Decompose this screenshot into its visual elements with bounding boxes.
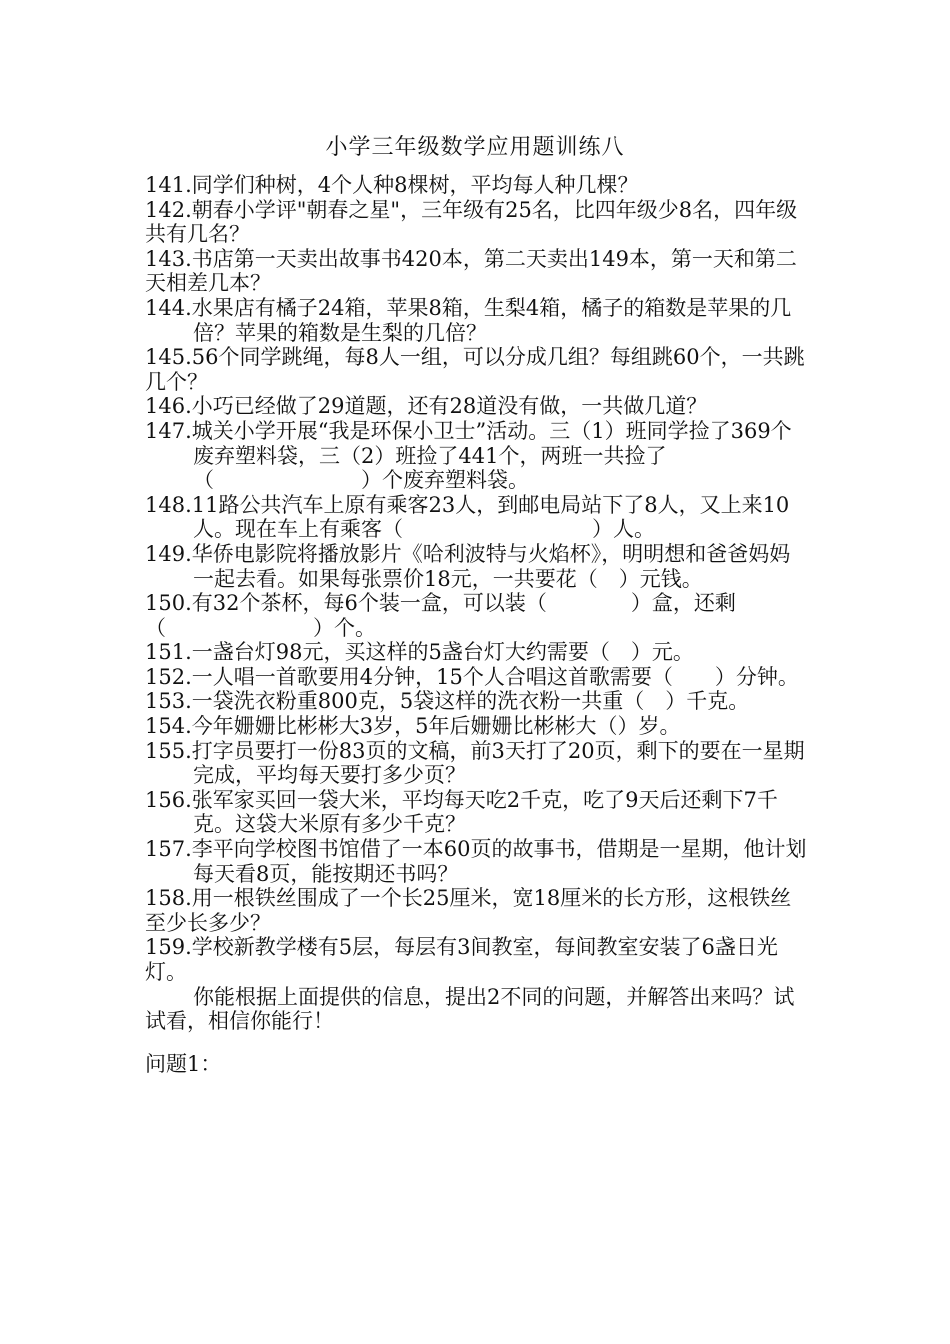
question-text: 张军家买回一袋大米，平均每天吃2千克，吃了9天后还剩下7千克。这袋大米原有多少千克？ xyxy=(191,787,778,837)
question-145 xyxy=(145,345,810,394)
question-text: 今年姗姗比彬彬大3岁，5年后姗姗比彬彬大（）岁。 xyxy=(191,714,681,739)
question-149 xyxy=(145,542,810,591)
question-number: 146. xyxy=(145,394,192,419)
question-text: 小巧已经做了29道题，还有28道没有做，一共做几道？ xyxy=(191,394,708,419)
question-text: 水果店有橘子24箱，苹果8箱，生梨4箱，橘子的箱数是苹果的几倍？苹果的箱数是生梨的几倍？ xyxy=(191,295,792,345)
question-number: 145. xyxy=(145,345,192,370)
question-number: 155. xyxy=(145,738,192,763)
question-number: 148. xyxy=(145,492,192,517)
question-141 xyxy=(145,173,810,198)
question-text: 56个同学跳绳，每8人一组，可以分成几组？每组跳60个，一共跳几个？ xyxy=(145,345,805,394)
question-text: 一盏台灯98元，买这样的5盏台灯大约需要（ ）元。 xyxy=(191,640,694,665)
question-147 xyxy=(145,419,810,493)
question-text: 一袋洗衣粉重800克，5袋这样的洗衣粉一共重（ ）千克。 xyxy=(191,689,750,714)
question-text: 有32个茶杯，每6个装一盒，可以装（ ）盒，还剩（ ）个。 xyxy=(145,591,736,640)
question-159 xyxy=(145,935,810,984)
question-number: 156. xyxy=(145,787,192,812)
question-number: 147. xyxy=(145,418,192,443)
question-text: 城关小学开展“我是环保小卫士”活动。三（1）班同学捡了369个废弃塑料袋，三（2）班捡了441个，两班一共捡了（ ）个废弃塑料袋。 xyxy=(191,418,792,493)
question-number: 141. xyxy=(145,173,192,197)
page-title: 小学三年级数学应用题训练八 xyxy=(325,135,625,160)
question-text: 一人唱一首歌要用4分钟，15个人合唱这首歌需要（ ）分钟。 xyxy=(191,664,799,689)
question-number: 143. xyxy=(145,246,192,271)
question-text: 打字员要打一份83页的文稿，前3天打了20页，剩下的要在一星期完成，平均每天要打多少页？ xyxy=(191,738,805,788)
question-text: 学校新教学楼有5层，每层有3间教室，每间教室安装了6盏日光灯。 xyxy=(145,935,778,984)
question-142 xyxy=(145,198,810,247)
question-150 xyxy=(145,591,810,640)
question-number: 151. xyxy=(145,640,192,665)
question-158 xyxy=(145,886,810,935)
question-number: 150. xyxy=(145,591,192,616)
question-text: 华侨电影院将播放影片《哈利波特与火焰杯》，明明想和爸爸妈妈一起去看。如果每张票价18元，一共要花（ ）元钱。 xyxy=(191,541,791,591)
question-text: 书店第一天卖出故事书420本，第二天卖出149本，第一天和第二天相差几本？ xyxy=(145,246,797,296)
question-text: 李平向学校图书馆借了一本60页的故事书，借期是一星期，他计划每天看8页，能按期还书吗？ xyxy=(191,837,807,886)
question-number: 152. xyxy=(145,664,192,689)
question-number: 149. xyxy=(145,541,192,566)
question-number: 157. xyxy=(145,837,192,862)
question-153 xyxy=(145,689,810,714)
question-list xyxy=(145,173,810,1076)
instruction-paragraph: 你能根据上面提供的信息，提出2不同的问题，并解答出来吗？试试看，相信你能行！ xyxy=(145,984,795,1034)
question-151 xyxy=(145,640,810,665)
question-155 xyxy=(145,739,810,788)
question-number: 142. xyxy=(145,197,192,222)
question-text: 11路公共汽车上原有乘客23人，到邮电局站下了8人，又上来10人。现在车上有乘客（ ）人。 xyxy=(191,492,790,542)
question-text: 朝春小学评"朝春之星"，三年级有25名，比四年级少8名，四年级共有几名？ xyxy=(145,197,798,247)
question-number: 153. xyxy=(145,689,192,714)
question-148 xyxy=(145,493,810,542)
question-number: 154. xyxy=(145,714,192,739)
question-number: 144. xyxy=(145,295,192,320)
question-number: 158. xyxy=(145,886,192,911)
question-144 xyxy=(145,296,810,345)
question-152 xyxy=(145,665,810,690)
question-text: 用一根铁丝围成了一个长25厘米，宽18厘米的长方形，这根铁丝至少长多少？ xyxy=(145,886,792,935)
question-156 xyxy=(145,788,810,837)
question-157 xyxy=(145,837,810,886)
question-154 xyxy=(145,714,810,739)
question-number: 159. xyxy=(145,935,192,960)
answer-prompt: 问题1： xyxy=(145,1051,222,1076)
question-text: 同学们种树，4个人种8棵树，平均每人种几棵？ xyxy=(191,173,639,197)
question-143 xyxy=(145,247,810,296)
question-146 xyxy=(145,394,810,419)
